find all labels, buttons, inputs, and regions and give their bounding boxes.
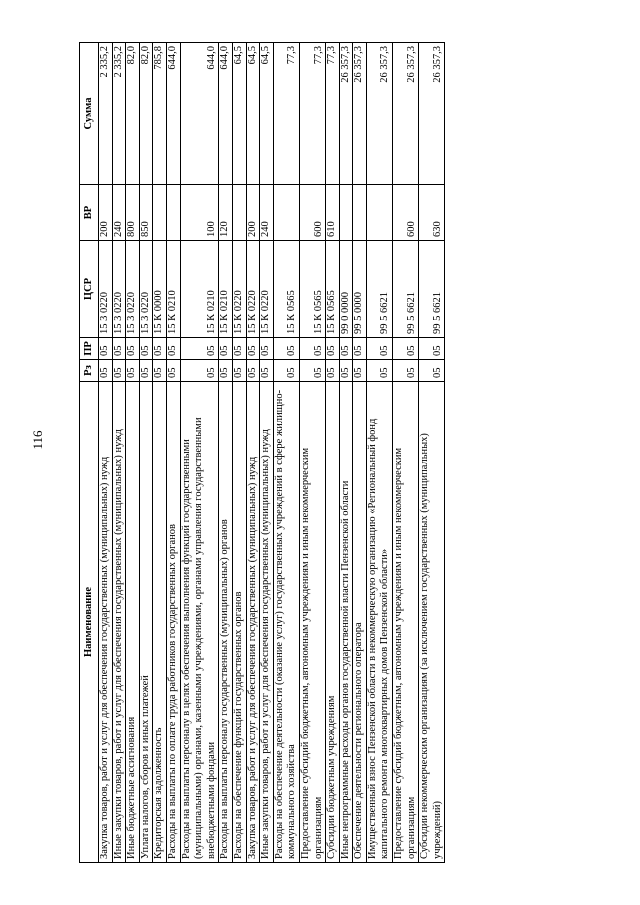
cell-rz: 05 — [126, 360, 140, 382]
cell-rz: 05 — [232, 360, 246, 382]
budget-table — [79, 42, 445, 863]
cell-rz: 05 — [419, 360, 445, 382]
cell-csr: 99 5 6621 — [393, 241, 419, 338]
cell-vr: 600 — [393, 185, 419, 241]
cell-sum: 644,0 — [166, 43, 180, 185]
table-row — [353, 43, 367, 863]
cell-pr: 05 — [273, 338, 299, 360]
cell-csr: 15 К 0220 — [232, 241, 246, 338]
cell-pr: 05 — [260, 338, 274, 360]
table-row — [232, 43, 246, 863]
table-row — [180, 43, 219, 863]
cell-sum: 26 357,3 — [393, 43, 419, 185]
cell-csr: 15 К 0000 — [153, 241, 167, 338]
cell-csr: 15 3 0220 — [99, 241, 113, 338]
table-row — [112, 43, 126, 863]
cell-rz: 05 — [99, 360, 113, 382]
table-row — [99, 43, 113, 863]
cell-sum: 26 357,3 — [339, 43, 353, 185]
cell-name: Имущественный взнос Пензенской области в некоммерческую организацию «Региональный фонд капитального ремонта многоквартирных домов Пензенской области» — [366, 382, 392, 863]
cell-csr: 15 3 0220 — [126, 241, 140, 338]
table-row — [219, 43, 233, 863]
cell-rz: 05 — [260, 360, 274, 382]
header-vr: ВР — [80, 185, 99, 241]
cell-name: Расходы на обеспечение функций государственных органов — [232, 382, 246, 863]
cell-csr: 99 5 0000 — [353, 241, 367, 338]
cell-rz: 05 — [180, 360, 219, 382]
cell-name: Иные непрограммные расходы органов государственной власти Пензенской области — [339, 382, 353, 863]
cell-rz: 05 — [393, 360, 419, 382]
cell-sum: 644,0 — [219, 43, 233, 185]
cell-sum: 64,5 — [232, 43, 246, 185]
cell-csr: 15 К 0220 — [260, 241, 274, 338]
cell-name: Закупка товаров, работ и услуг для обеспечения государственных (муниципальных) нужд — [246, 382, 260, 863]
cell-rz: 05 — [219, 360, 233, 382]
cell-csr: 99 5 6621 — [419, 241, 445, 338]
cell-vr: 200 — [99, 185, 113, 241]
table-row — [126, 43, 140, 863]
cell-pr: 05 — [112, 338, 126, 360]
cell-vr: 630 — [419, 185, 445, 241]
cell-rz: 05 — [366, 360, 392, 382]
budget-table-container — [79, 43, 559, 863]
cell-vr — [353, 185, 367, 241]
cell-sum: 26 357,3 — [353, 43, 367, 185]
cell-name: Иные бюджетные ассигнования — [126, 382, 140, 863]
cell-sum: 644,0 — [180, 43, 219, 185]
header-pr: ПР — [80, 338, 99, 360]
header-rz: Рз — [80, 360, 99, 382]
cell-sum: 2 335,2 — [99, 43, 113, 185]
cell-name: Расходы на выплаты по оплате труда работников государственных органов — [166, 382, 180, 863]
cell-rz: 05 — [112, 360, 126, 382]
cell-pr: 05 — [99, 338, 113, 360]
table-row — [419, 43, 445, 863]
cell-vr — [366, 185, 392, 241]
cell-sum: 77,3 — [299, 43, 325, 185]
table-row — [273, 43, 299, 863]
cell-csr: 15 3 0220 — [112, 241, 126, 338]
cell-name: Расходы на выплаты персоналу государственных (муниципальных) органов — [219, 382, 233, 863]
cell-rz: 05 — [353, 360, 367, 382]
cell-rz: 05 — [326, 360, 340, 382]
cell-sum: 26 357,3 — [419, 43, 445, 185]
cell-sum: 82,0 — [139, 43, 153, 185]
cell-sum: 82,0 — [126, 43, 140, 185]
cell-csr: 15 К 0565 — [326, 241, 340, 338]
cell-rz: 05 — [273, 360, 299, 382]
cell-csr: 15 К 0565 — [299, 241, 325, 338]
cell-name: Иные закупки товаров, работ и услуг для обеспечения государственных (муниципальных) нужд — [112, 382, 126, 863]
cell-pr: 05 — [339, 338, 353, 360]
cell-csr: 15 К 0210 — [180, 241, 219, 338]
cell-csr: 15 К 0210 — [166, 241, 180, 338]
cell-vr — [232, 185, 246, 241]
table-row — [366, 43, 392, 863]
cell-vr — [273, 185, 299, 241]
cell-pr: 05 — [180, 338, 219, 360]
table-row — [166, 43, 180, 863]
cell-vr: 200 — [246, 185, 260, 241]
cell-name: Уплата налогов, сборов и иных платежей — [139, 382, 153, 863]
cell-vr: 850 — [139, 185, 153, 241]
cell-name: Расходы на выплаты персоналу в целях обеспечения выполнения функций государственными (муниципальными) органами, казенными учреждениями, органами управления государственными внебюджетными фондами — [180, 382, 219, 863]
cell-pr: 05 — [299, 338, 325, 360]
cell-vr: 240 — [260, 185, 274, 241]
cell-vr: 240 — [112, 185, 126, 241]
page-number: 116 — [30, 430, 45, 450]
cell-vr: 610 — [326, 185, 340, 241]
cell-rz: 05 — [246, 360, 260, 382]
cell-name: Кредиторская задолженность — [153, 382, 167, 863]
table-row — [339, 43, 353, 863]
cell-vr — [166, 185, 180, 241]
table-row — [139, 43, 153, 863]
header-csr: ЦСР — [80, 241, 99, 338]
cell-rz: 05 — [153, 360, 167, 382]
cell-csr: 15 К 0565 — [273, 241, 299, 338]
cell-vr — [339, 185, 353, 241]
cell-csr: 99 5 6621 — [366, 241, 392, 338]
cell-name: Субсидии некоммерческим организациям (за исключением государственных (муниципальных) учреждений) — [419, 382, 445, 863]
cell-name: Расходы на обеспечение деятельности (оказание услуг) государственных учреждений в сфере жилищно-коммунального хозяйства — [273, 382, 299, 863]
cell-pr: 05 — [153, 338, 167, 360]
cell-pr: 05 — [326, 338, 340, 360]
table-row — [393, 43, 419, 863]
table-row — [299, 43, 325, 863]
cell-pr: 05 — [166, 338, 180, 360]
cell-sum: 77,3 — [326, 43, 340, 185]
cell-sum: 64,5 — [246, 43, 260, 185]
cell-vr: 100 — [180, 185, 219, 241]
table-row — [246, 43, 260, 863]
cell-rz: 05 — [339, 360, 353, 382]
cell-pr: 05 — [246, 338, 260, 360]
cell-name: Обеспечение деятельности регионального оператора — [353, 382, 367, 863]
cell-pr: 05 — [393, 338, 419, 360]
cell-vr: 600 — [299, 185, 325, 241]
cell-csr: 15 К 0210 — [219, 241, 233, 338]
cell-name: Предоставление субсидий бюджетным, автономным учреждениям и иным некоммерческим организациям — [393, 382, 419, 863]
header-sum: Сумма — [80, 43, 99, 185]
cell-rz: 05 — [299, 360, 325, 382]
table-row — [260, 43, 274, 863]
cell-name: Субсидии бюджетным учреждениям — [326, 382, 340, 863]
cell-sum: 2 335,2 — [112, 43, 126, 185]
cell-name: Предоставление субсидий бюджетным, автономным учреждениям и иным некоммерческим организациям — [299, 382, 325, 863]
cell-pr: 05 — [139, 338, 153, 360]
cell-csr: 15 3 0220 — [139, 241, 153, 338]
cell-name: Закупка товаров, работ и услуг для обеспечения государственных (муниципальных) нужд — [99, 382, 113, 863]
table-header-row — [80, 43, 99, 863]
cell-csr: 15 К 0220 — [246, 241, 260, 338]
cell-pr: 05 — [419, 338, 445, 360]
cell-pr: 05 — [353, 338, 367, 360]
cell-name: Иные закупки товаров, работ и услуг для обеспечения государственных (муниципальных) нужд — [260, 382, 274, 863]
cell-vr: 800 — [126, 185, 140, 241]
cell-rz: 05 — [139, 360, 153, 382]
cell-sum: 77,3 — [273, 43, 299, 185]
cell-pr: 05 — [366, 338, 392, 360]
cell-pr: 05 — [219, 338, 233, 360]
cell-rz: 05 — [166, 360, 180, 382]
cell-csr: 99 0 0000 — [339, 241, 353, 338]
cell-sum: 64,5 — [260, 43, 274, 185]
cell-vr — [153, 185, 167, 241]
cell-pr: 05 — [126, 338, 140, 360]
cell-sum: 785,8 — [153, 43, 167, 185]
cell-vr: 120 — [219, 185, 233, 241]
cell-sum: 26 357,3 — [366, 43, 392, 185]
table-row — [153, 43, 167, 863]
table-row — [326, 43, 340, 863]
cell-pr: 05 — [232, 338, 246, 360]
header-name: Наименование — [80, 382, 99, 863]
